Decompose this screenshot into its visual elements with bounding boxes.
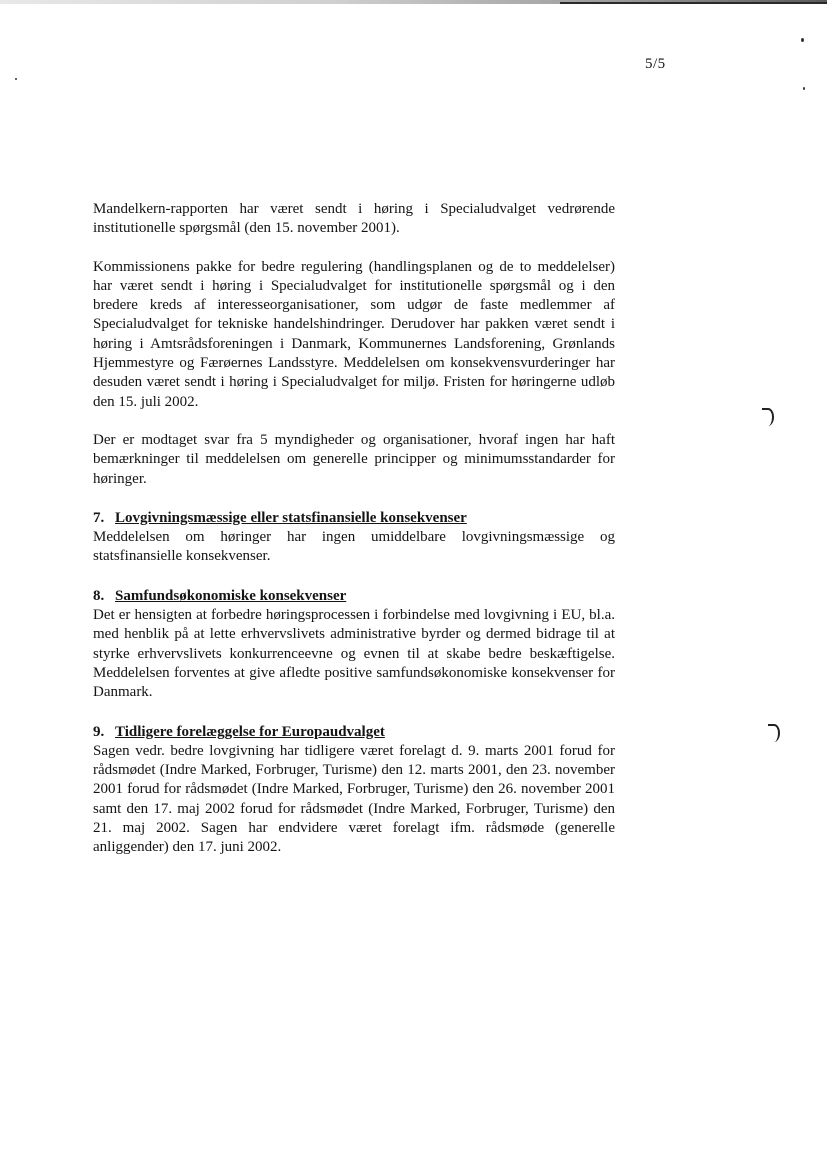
scan-speck <box>803 87 805 90</box>
section-heading <box>93 587 615 606</box>
punch-hole-mark <box>768 724 780 742</box>
paragraph: Mandelkern-rapporten har været sendt i høring i Specialudvalget vedrørende institutionelle spørgsmål (den 15. november 2001). <box>93 201 615 237</box>
section-body: Det er hensigten at forbedre høringsprocessen i forbindelse med lovgivning i EU, bl.a. med henblik på at lette erhvervslivets administrative byrder og dermed bidrage til at styrke erhvervslivets konkurrenceevne og evnen til at skabe bedre beskæftigelse. Meddelelsen forventes at give afledte positive samfundsøkonomiske konsekvenser for Danmark. <box>93 607 615 701</box>
scan-speck <box>15 78 17 80</box>
section-body: Sagen vedr. bedre lovgivning har tidligere været forelagt d. 9. marts 2001 forud for rådsmødet (Indre Marked, Forbruger, Turisme) den 12. marts 2001, den 23. november 2001 forud for rådsmødet (Indre Marked, Forbruger, Turisme) den 26. november 2001 samt den 17. maj 2002 forud for rådsmødet (Indre Marked, Forbruger, Turisme) den 21. maj 2002. Sagen har endvidere været forelagt ifm. rådsmøde (generelle anliggender) den 17. juni 2002. <box>93 742 615 856</box>
section-title: Samfundsøkonomiske konsekvenser <box>115 587 347 604</box>
section-8 <box>93 587 615 703</box>
section-heading <box>93 509 615 528</box>
section-body: Meddelelsen om høringer har ingen umiddelbare lovgivningsmæssige og statsfinansielle konsekvenser. <box>93 529 615 565</box>
section-number: 9. <box>93 723 105 740</box>
page-number: 5/5 <box>645 56 666 72</box>
scan-top-edge-dark <box>560 2 827 4</box>
paragraph: Der er modtaget svar fra 5 myndigheder og organisationer, hvoraf ingen har haft bemærkninger til meddelelsen om generelle principper og minimumsstandarder for høringer. <box>93 431 615 487</box>
section-number: 7. <box>93 509 105 526</box>
section-7 <box>93 509 615 567</box>
section-title: Tidligere forelæggelse for Europaudvalget <box>115 723 385 740</box>
section-number: 8. <box>93 587 105 604</box>
document-body <box>93 200 615 858</box>
section-title: Lovgivningsmæssige eller statsfinansielle konsekvenser <box>115 509 467 526</box>
section-9 <box>93 723 615 858</box>
section-heading <box>93 723 615 742</box>
scan-speck <box>801 38 804 42</box>
paragraph: Kommissionens pakke for bedre regulering (handlingsplanen og de to meddelelser) har været sendt i høring i Specialudvalget for institutionelle spørgsmål og i den bredere kreds af interesseorganisationer, som udgør de faste medlemmer af Specialudvalget for tekniske handelshindringer. Derudover har pakken været sendt i høring i Amtsrådsforeningen i Danmark, Kommunernes Landsforening, Grønlands Hjemmestyre og Færøernes Landsstyre. Meddelelsen om konsekvensvurderinger har desuden været sendt i høring i Specialudvalget for miljø. Fristen for høringerne udløb den 15. juli 2002. <box>93 258 615 410</box>
punch-hole-mark <box>762 408 774 426</box>
